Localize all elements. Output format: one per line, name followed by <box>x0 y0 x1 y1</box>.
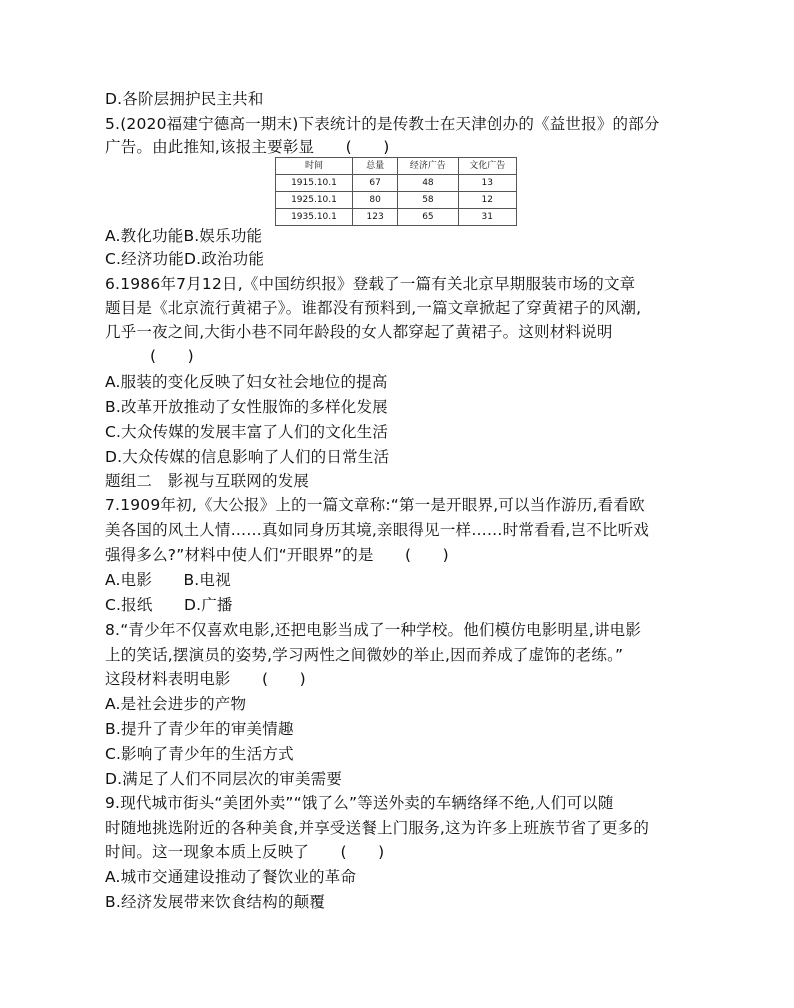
question-6-option-d: D.大众传媒的信息影响了人们的日常生活 <box>105 448 390 466</box>
table-header-row <box>276 158 517 175</box>
question-7-options-cd: C.报纸 D.广播 <box>105 596 233 614</box>
question-7-line-1: 7.1909年初,《大公报》上的一篇文章称:“第一是开眼界,可以当作游历,看看欧 <box>105 496 645 514</box>
table-cell: 80 <box>352 192 397 209</box>
section-heading-group-2: 题组二 影视与互联网的发展 <box>105 472 310 490</box>
table-cell: 65 <box>398 209 458 226</box>
table-header-cell: 文化广告 <box>458 158 516 175</box>
question-6-option-b: B.改革开放推动了女性服饰的多样化发展 <box>105 398 388 416</box>
question-6-line-2: 题目是《北京流行黄裙子》。谁都没有预料到,一篇文章掀起了穿黄裙子的风潮, <box>105 299 642 317</box>
table-cell: 1925.10.1 <box>276 192 353 209</box>
question-7-line-2: 美各国的风土人情……真如同身历其境,亲眼得见一样……时常看看,岂不比听戏 <box>105 521 650 539</box>
question-9-line-1: 9.现代城市街头“美团外卖”“饿了么”等送外卖的车辆络绎不绝,人们可以随 <box>105 794 614 812</box>
table-cell: 67 <box>352 175 397 192</box>
question-9-option-b: B.经济发展带来饮食结构的颠覆 <box>105 893 326 911</box>
question-7-line-3: 强得多么?”材料中使人们“开眼界”的是 ( ) <box>105 546 449 564</box>
table-header-cell: 总量 <box>352 158 397 175</box>
table-row <box>276 209 517 226</box>
question-8-line-2: 上的笑话,摆演员的姿势,学习两性之间微妙的举止,因而养成了虚饰的老练。” <box>105 646 624 664</box>
question-9-option-a: A.城市交通建设推动了餐饮业的革命 <box>105 868 357 886</box>
table-cell: 13 <box>458 175 516 192</box>
option-d-prev: D.各阶层拥护民主共和 <box>105 90 264 108</box>
question-8-option-c: C.影响了青少年的生活方式 <box>105 745 294 763</box>
question-6-option-c: C.大众传媒的发展丰富了人们的文化生活 <box>105 423 389 441</box>
question-8-option-d: D.满足了人们不同层次的审美需要 <box>105 770 343 788</box>
question-6-line-3: 几乎一夜之间,大街小巷不同年龄段的女人都穿起了黄裙子。这则材料说明 <box>105 323 613 341</box>
question-9-line-2: 时随地挑选附近的各种美食,并享受送餐上门服务,这为许多上班族节省了更多的 <box>105 819 650 837</box>
table-row <box>276 175 517 192</box>
question-9-line-3: 时间。这一现象本质上反映了 ( ) <box>105 843 385 861</box>
question-8-option-a: A.是社会进步的产物 <box>105 695 247 713</box>
question-5-options-cd: C.经济功能D.政治功能 <box>105 250 265 268</box>
table-header-cell: 经济广告 <box>398 158 458 175</box>
table-cell: 31 <box>458 209 516 226</box>
question-7-options-ab: A.电影 B.电视 <box>105 571 231 589</box>
table-cell: 123 <box>352 209 397 226</box>
table-cell: 58 <box>398 192 458 209</box>
ad-statistics-table <box>275 157 517 226</box>
table-header-cell: 时间 <box>276 158 353 175</box>
question-6-option-a: A.服装的变化反映了妇女社会地位的提高 <box>105 373 388 391</box>
question-8-option-b: B.提升了青少年的审美情趣 <box>105 720 294 738</box>
question-5-line-1: 5.(2020福建宁德高一期末)下表统计的是传教士在天津创办的《益世报》的部分 <box>105 115 660 133</box>
question-8-line-3: 这段材料表明电影 ( ) <box>105 670 306 688</box>
table-cell: 48 <box>398 175 458 192</box>
question-6-line-1: 6.1986年7月12日,《中国纺织报》登载了一篇有关北京早期服装市场的文章 <box>105 275 636 293</box>
table-cell: 1915.10.1 <box>276 175 353 192</box>
table-cell: 12 <box>458 192 516 209</box>
question-6-answer-blank: ( ) <box>150 347 194 365</box>
question-5-line-2: 广告。由此推知,该报主要彰显 ( ) <box>105 138 390 156</box>
table-cell: 1935.10.1 <box>276 209 353 226</box>
question-5-options-ab: A.教化功能B.娱乐功能 <box>105 227 263 245</box>
table-row <box>276 192 517 209</box>
question-8-line-1: 8.“青少年不仅喜欢电影,还把电影当成了一种学校。他们模仿电影明星,讲电影 <box>105 621 642 639</box>
